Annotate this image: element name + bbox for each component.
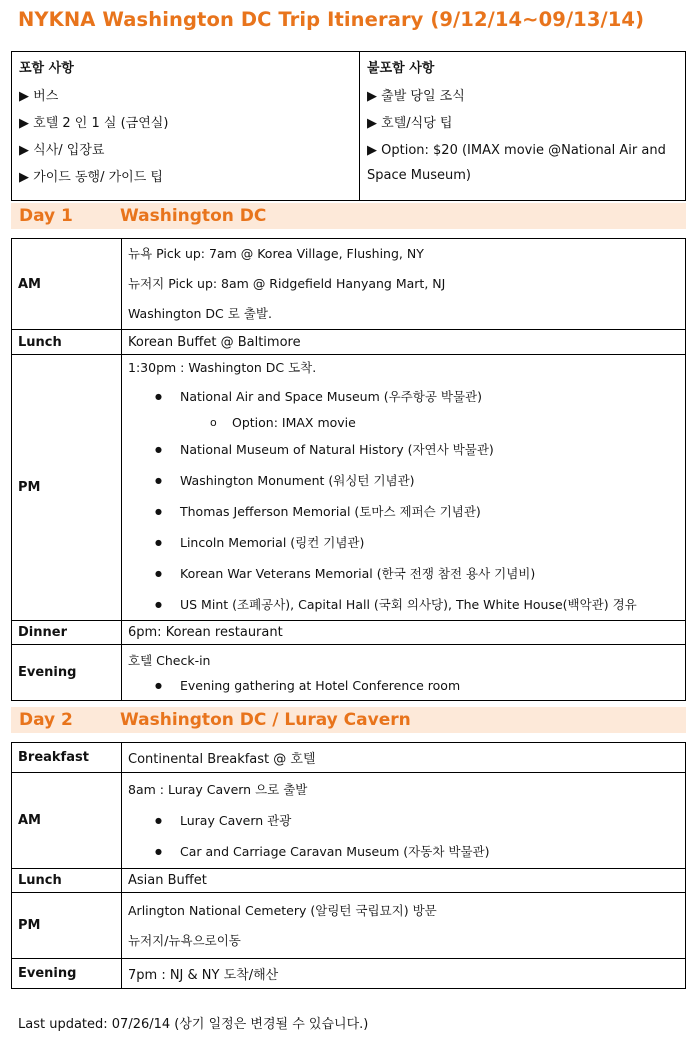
row-label: Lunch bbox=[12, 330, 122, 355]
list-item: ● National Air and Space Museum (우주항공 박물관) bbox=[128, 381, 679, 412]
pickup-ny: 뉴욕 Pick up: 7am @ Korea Village, Flushing, NY bbox=[128, 246, 424, 261]
last-updated-note: Last updated: 07/26/14 (상기 일정은 변경될 수 있습니다.) bbox=[18, 1017, 369, 1032]
included-item: ▶ 버스 bbox=[19, 89, 59, 104]
day2-pm-cell bbox=[122, 893, 686, 959]
pm-line: Arlington National Cemetery (알링턴 국립묘지) 방문 bbox=[128, 902, 437, 918]
arrow-icon: ▶ bbox=[19, 143, 29, 158]
list-item: ● National Museum of Natural History (자연사 박물관) bbox=[128, 434, 679, 465]
checkin-line: 호텔 Check-in bbox=[128, 652, 211, 668]
am-intro: 8am : Luray Cavern 으로 출발 bbox=[128, 781, 308, 797]
day2-lunch-row bbox=[12, 869, 686, 893]
pm-intro: 1:30pm : Washington DC 도착. bbox=[128, 360, 317, 375]
day2-breakfast-row bbox=[12, 743, 686, 773]
row-label: Lunch bbox=[12, 869, 122, 893]
list-item: ● Korean War Veterans Memorial (한국 전쟁 참전 용사 기념비) bbox=[128, 558, 679, 589]
day1-evening-row bbox=[12, 645, 686, 701]
day2-table bbox=[11, 742, 686, 989]
page-title: NYKNA Washington DC Trip Itinerary (9/12/14~09/13/14) bbox=[18, 8, 645, 31]
excluded-heading: 불포함 사항 bbox=[367, 61, 435, 76]
day1-pm-row bbox=[12, 355, 686, 621]
included-heading: 포함 사항 bbox=[19, 61, 74, 76]
day1-label: Day 1 bbox=[19, 206, 73, 226]
day1-evening-cell bbox=[122, 645, 686, 701]
arrow-icon: ▶ bbox=[367, 116, 377, 131]
day2-breakfast-cell: Continental Breakfast @ 호텔 bbox=[122, 743, 686, 773]
row-label: AM bbox=[12, 239, 122, 330]
day2-am-row bbox=[12, 773, 686, 869]
excluded-item-continuation: Space Museum) bbox=[367, 168, 471, 183]
list-item: ● Luray Cavern 관광 bbox=[128, 805, 679, 836]
day2-title: Washington DC / Luray Cavern bbox=[120, 710, 411, 730]
row-label: AM bbox=[12, 773, 122, 869]
list-item: ● Car and Carriage Caravan Museum (자동차 박물관) bbox=[128, 836, 679, 867]
list-item: ● US Mint (조폐공사), Capital Hall (국회 의사당), The White House(백악관) 경유 bbox=[128, 589, 679, 620]
arrow-icon: ▶ bbox=[19, 116, 29, 131]
day1-header bbox=[11, 203, 686, 229]
day2-am-cell bbox=[122, 773, 686, 869]
row-label: PM bbox=[12, 893, 122, 959]
day1-am-cell bbox=[122, 239, 686, 330]
day1-lunch-row bbox=[12, 330, 686, 355]
arrow-icon: ▶ bbox=[19, 89, 29, 104]
pm-line: 뉴저지/뉴욕으로이동 bbox=[128, 932, 241, 948]
list-item: ● Lincoln Memorial (링컨 기념관) bbox=[128, 527, 679, 558]
day2-evening-cell: 7pm : NJ & NY 도착/해산 bbox=[122, 959, 686, 989]
excluded-item: ▶ 출발 당일 조식 bbox=[367, 89, 465, 104]
row-label: PM bbox=[12, 355, 122, 621]
excluded-cell bbox=[360, 52, 686, 201]
pickup-nj: 뉴저지 Pick up: 8am @ Ridgefield Hanyang Mart, NJ bbox=[128, 276, 446, 291]
arrow-icon: ▶ bbox=[19, 170, 29, 185]
excluded-item: ▶ Option: $20 (IMAX movie @National Air and bbox=[367, 143, 666, 158]
day2-header bbox=[11, 707, 686, 733]
day1-pm-cell bbox=[122, 355, 686, 621]
sub-list-item: o Option: IMAX movie bbox=[128, 412, 679, 434]
included-item: ▶ 호텔 2 인 1 실 (금연실) bbox=[19, 116, 169, 131]
row-label: Evening bbox=[12, 959, 122, 989]
arrow-icon: ▶ bbox=[367, 143, 377, 158]
day1-dinner-row bbox=[12, 621, 686, 645]
day2-label: Day 2 bbox=[19, 710, 73, 730]
row-label: Dinner bbox=[12, 621, 122, 645]
list-item: ● Washington Monument (워싱턴 기념관) bbox=[128, 465, 679, 496]
included-item: ▶ 가이드 동행/ 가이드 팁 bbox=[19, 170, 163, 185]
depart-line: Washington DC 로 출발. bbox=[128, 306, 272, 321]
arrow-icon: ▶ bbox=[367, 89, 377, 104]
day1-dinner-cell: 6pm: Korean restaurant bbox=[122, 621, 686, 645]
row-label: Evening bbox=[12, 645, 122, 701]
excluded-item: ▶ 호텔/식당 팁 bbox=[367, 116, 453, 131]
included-item: ▶ 식사/ 입장료 bbox=[19, 143, 105, 158]
day2-pm-row bbox=[12, 893, 686, 959]
day1-table bbox=[11, 238, 686, 701]
included-cell bbox=[12, 52, 360, 201]
inclusions-table bbox=[11, 51, 686, 201]
list-item: ● Thomas Jefferson Memorial (토마스 제퍼슨 기념관) bbox=[128, 496, 679, 527]
list-item: ● Evening gathering at Hotel Conference room bbox=[128, 674, 679, 698]
day1-am-row bbox=[12, 239, 686, 330]
day1-title: Washington DC bbox=[120, 206, 267, 226]
row-label: Breakfast bbox=[12, 743, 122, 773]
day2-evening-row bbox=[12, 959, 686, 989]
day2-lunch-cell: Asian Buffet bbox=[122, 869, 686, 893]
day1-lunch-cell: Korean Buffet @ Baltimore bbox=[122, 330, 686, 355]
